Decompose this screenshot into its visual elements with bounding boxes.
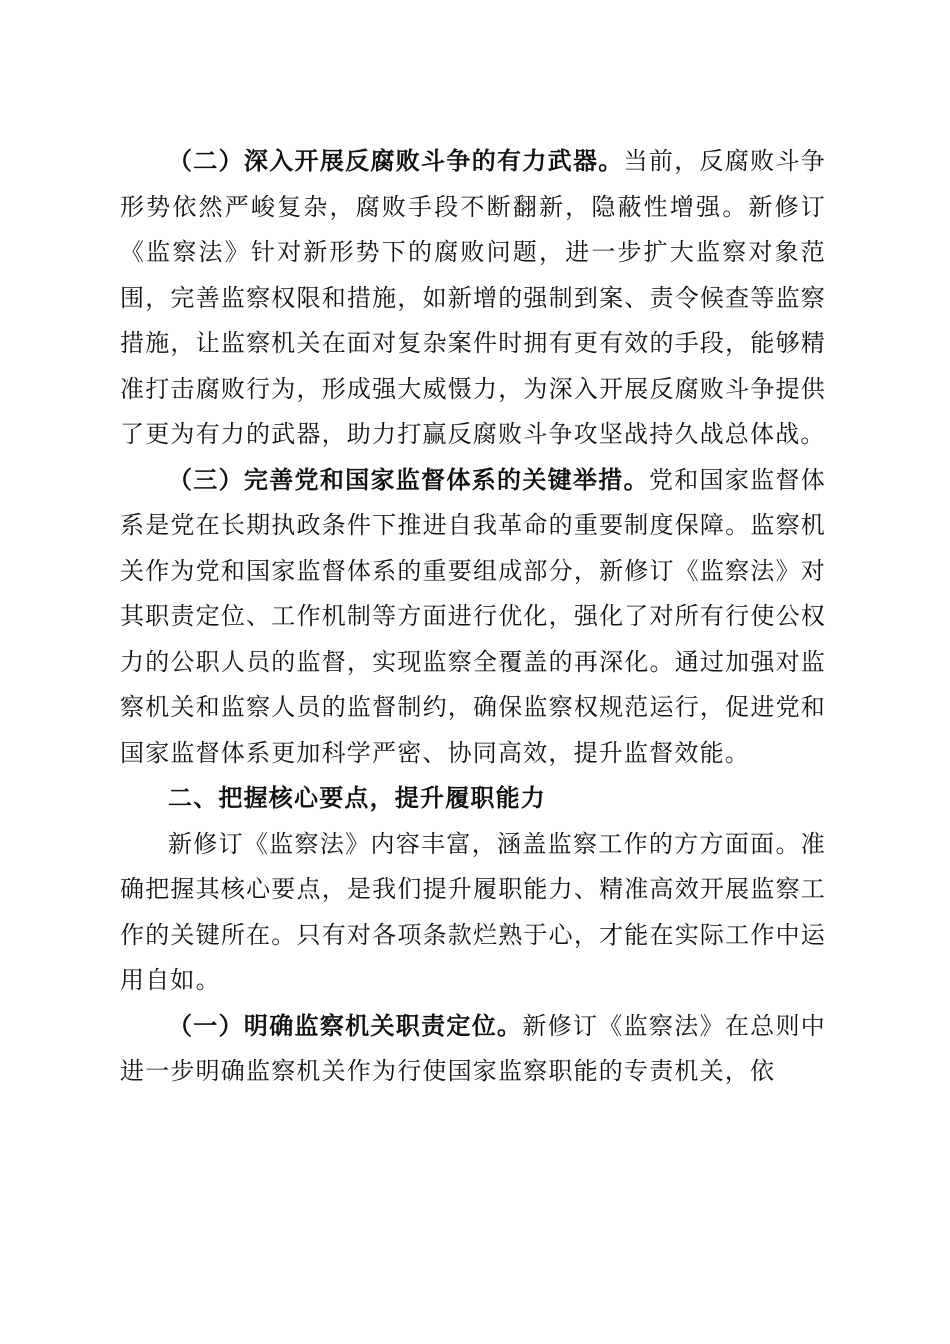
paragraph-supervision-system	[120, 458, 826, 777]
paragraph-lead: （二）深入开展反腐败斗争的有力武器。	[168, 147, 624, 175]
paragraph-duty-positioning	[120, 1004, 826, 1095]
document-body	[120, 139, 826, 1095]
paragraph-text: 当前，反腐败斗争形势依然严峻复杂，腐败手段不断翻新，隐蔽性增强。新修订《监察法》针对新形势下的腐败问题，进一步扩大监察对象范围，完善监察权限和措施，如新增的强制到案、责令候查等监察措施，让监察机关在面对复杂案件时拥有更有效的手段，能够精准打击腐败行为，形成强大威慑力，为深入开展反腐败斗争提供了更为有力的武器，助力打赢反腐败斗争攻坚战持久战总体战。	[120, 147, 826, 448]
section-heading: 二、把握核心要点，提升履职能力	[168, 784, 546, 812]
paragraph-lead: （一）明确监察机关职责定位。	[168, 1011, 523, 1040]
paragraph-text: 党和国家监督体系是党在长期执政条件下推进自我革命的重要制度保障。监察机关作为党和国家监督体系的重要组成部分，新修订《监察法》对其职责定位、工作机制等方面进行优化，强化了对所有行使公权力的公职人员的监督，实现监察全覆盖的再深化。通过加强对监察机关和监察人员的监督制约，确保监察权规范运行，促进党和国家监督体系更加科学严密、协同高效，提升监督效能。	[120, 465, 826, 767]
section-intro: 新修订《监察法》内容丰富，涵盖监察工作的方方面面。准确把握其核心要点，是我们提升履职能力、精准高效开展监察工作的关键所在。只有对各项条款烂熟于心，才能在实际工作中运用自如。	[120, 829, 826, 994]
paragraph-lead: （三）完善党和国家监督体系的关键举措。	[168, 465, 649, 494]
paragraph-anti-corruption	[120, 139, 826, 458]
paragraph-text: 新修订《监察法》在总则中进一步明确监察机关作为行使国家监察职能的专责机关，依	[120, 1011, 826, 1085]
